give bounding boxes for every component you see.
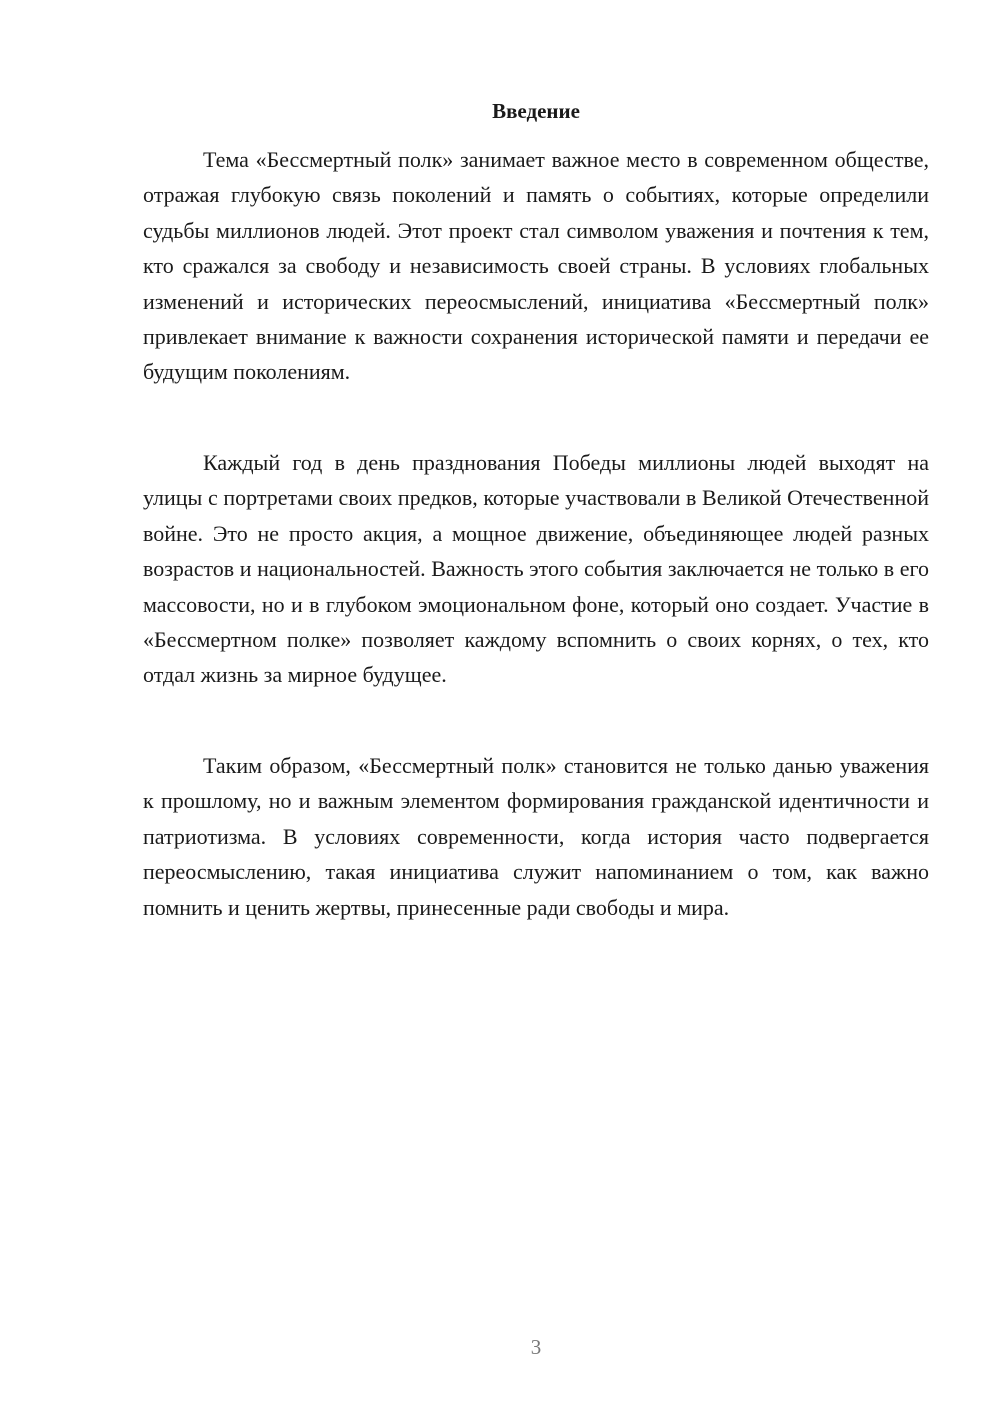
paragraph-2: Каждый год в день празднования Победы миллионы людей выходят на улицы с портретами своих предков, которые участвовали в Великой Отечественной войне. Это не просто акция, а мощное движение, объединяющее людей разных возрастов и национальностей. Важность этого события заключается не только в его массовости, но и в глубоком эмоциональном фоне, который оно создает. Участие в «Бессмертном полке» позволяет каждому вспомнить о своих корнях, о тех, кто отдал жизнь за мирное будущее.: [143, 450, 929, 688]
paragraph-3: Таким образом, «Бессмертный полк» становится не только данью уважения к прошлому, но и важным элементом формирования гражданской идентичности и патриотизма. В условиях современности, когда история часто подвергается переосмыслению, такая инициатива служит напоминанием о том, как важно помнить и ценить жертвы, принесенные ради свободы и мира.: [143, 753, 929, 920]
page-number: 3: [530, 1335, 542, 1359]
section-heading: Введение: [492, 99, 580, 123]
paragraph-1: Тема «Бессмертный полк» занимает важное место в современном обществе, отражая глубокую связь поколений и память о событиях, которые определили судьбы миллионов людей. Этот проект стал символом уважения и почтения к тем, кто сражался за свободу и независимость своей страны. В условиях глобальных изменений и исторических переосмыслений, инициатива «Бессмертный полк» привлекает внимание к важности сохранения исторической памяти и передачи ее будущим поколениям.: [143, 147, 929, 385]
